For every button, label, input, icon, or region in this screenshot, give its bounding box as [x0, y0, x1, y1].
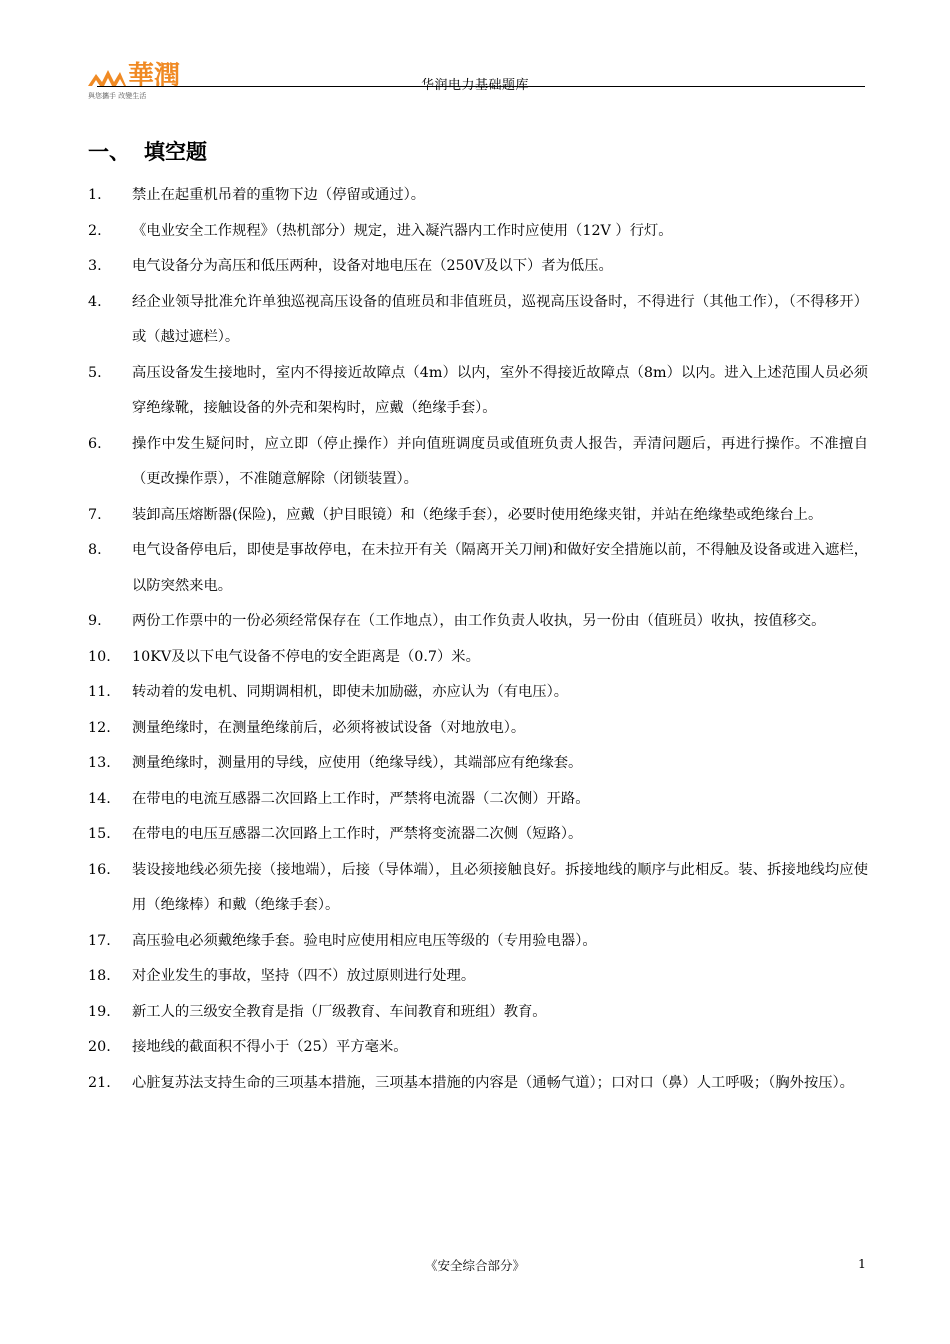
page-header: [86, 40, 864, 100]
list-item: [88, 853, 868, 924]
footer-title: 《安全综合部分》: [424, 1258, 525, 1273]
list-item: [88, 214, 868, 250]
item-text: 新工人的三级安全教育是指（厂级教育、车间教育和班组）教育。: [132, 1003, 547, 1020]
item-number: 5.: [88, 364, 102, 381]
logo-slogan: 與您攜手 改變生活: [88, 92, 147, 100]
item-text: 转动着的发电机、同期调相机，即使未加励磁，亦应认为（有电压）。: [132, 684, 569, 700]
item-text: 在带电的电压互感器二次回路上工作时，严禁将变流器二次侧（短路）。: [132, 826, 583, 842]
list-item: [88, 178, 868, 214]
item-number: 16.: [88, 861, 111, 878]
list-item: [88, 746, 868, 782]
item-number: 10.: [88, 648, 111, 665]
item-number: 12.: [88, 719, 111, 736]
item-text: 装卸高压熔断器(保险)，应戴（护目眼镜）和（绝缘手套），必要时使用绝缘夹钳，并站在绝缘垫或绝缘台上。: [132, 506, 823, 523]
header-title: 华润电力基础题库: [420, 78, 529, 93]
item-number: 17.: [88, 932, 111, 949]
list-item: [88, 959, 868, 995]
item-number: 9.: [88, 613, 102, 629]
list-item: [88, 356, 868, 427]
item-text: 高压验电必须戴绝缘手套。验电时应使用相应电压等级的（专用验电器）。: [132, 932, 597, 949]
list-item: [88, 711, 868, 747]
item-text: 对企业发生的事故，坚持（四不）放过原则进行处理。: [132, 968, 476, 984]
list-item: [88, 285, 868, 356]
item-text: 《电业安全工作规程》（热机部分）规定，进入凝汽器内工作时应使用（12V ）行灯。: [132, 222, 673, 239]
item-number: 21.: [88, 1074, 111, 1091]
item-text: 禁止在起重机吊着的重物下边（停留或通过）。: [132, 187, 426, 203]
item-number: 13.: [88, 755, 111, 771]
list-item: [88, 427, 868, 498]
list-item: [88, 995, 868, 1031]
list-item: [88, 498, 868, 534]
list-item: [88, 604, 868, 640]
item-text: 测量绝缘时，测量用的导线，应使用（绝缘导线），其端部应有绝缘套。: [132, 755, 583, 771]
list-item: [88, 675, 868, 711]
list-item: [88, 640, 868, 676]
item-number: 3.: [88, 258, 102, 274]
section-title: 填空题: [144, 140, 207, 164]
list-item: [88, 533, 868, 604]
list-item: [88, 817, 868, 853]
item-text: 心脏复苏法支持生命的三项基本措施，三项基本措施的内容是（通畅气道）；口对口（鼻）人工呼吸；（胸外按压）。: [132, 1074, 854, 1091]
item-text: 经企业领导批准允许单独巡视高压设备的值班员和非值班员，巡视高压设备时，不得进行（其他工作），（不得移开）或（越过遮栏）。: [132, 293, 868, 345]
item-text: 高压设备发生接地时，室内不得接近故障点（4m）以内，室外不得接近故障点（8m）以内。进入上述范围人员必须穿绝缘靴，接触设备的外壳和架构时，应戴（绝缘手套）。: [132, 364, 868, 416]
logo-chars: 華潤: [128, 61, 181, 91]
item-number: 19.: [88, 1003, 111, 1020]
item-number: 18.: [88, 968, 111, 984]
list-item: [88, 924, 868, 960]
item-text: 接地线的截面积不得小于（25）平方毫米。: [132, 1039, 408, 1055]
item-text: 测量绝缘时，在测量绝缘前后，必须将被试设备（对地放电）。: [132, 719, 526, 736]
item-text: 装设接地线必须先接（接地端），后接（导体端），且必须接触良好。拆接地线的顺序与此相反。装、拆接地线均应使用（绝缘棒）和戴（绝缘手套）。: [132, 861, 868, 913]
list-item: [88, 1066, 868, 1102]
item-number: 8.: [88, 542, 102, 558]
item-text: 在带电的电流互感器二次回路上工作时，严禁将电流器（二次侧）开路。: [132, 790, 590, 807]
section-heading: [88, 136, 207, 166]
list-item: [88, 1030, 868, 1066]
item-number: 4.: [88, 293, 102, 310]
item-number: 7.: [88, 506, 102, 523]
item-number: 11.: [88, 684, 111, 700]
item-text: 操作中发生疑问时，应立即（停止操作）并向值班调度员或值班负责人报告，弄清问题后，再进行操作。不准擅自（更改操作票），不准随意解除（闭锁装置）。: [132, 435, 868, 487]
item-text: 两份工作票中的一份必须经常保存在（工作地点），由工作负责人收执，另一份由（值班员）收执，按值移交。: [132, 613, 826, 629]
item-number: 1.: [88, 187, 102, 203]
header-rule: [97, 86, 865, 87]
item-text: 电气设备分为高压和低压两种，设备对地电压在（250V及以下）者为低压。: [132, 258, 613, 274]
item-number: 15.: [88, 826, 111, 842]
item-number: 20.: [88, 1039, 111, 1055]
list-item: [88, 249, 868, 285]
list-item: [88, 782, 868, 818]
item-text: 10KV及以下电气设备不停电的安全距离是（0.7）米。: [132, 648, 480, 665]
section-number: 一、: [88, 140, 130, 164]
page-number: 1: [858, 1256, 866, 1271]
item-text: 电气设备停电后，即使是事故停电，在未拉开有关（隔离开关刀闸)和做好安全措施以前，不得触及设备或进入遮栏，以防突然来电。: [132, 542, 868, 594]
question-list: [88, 178, 868, 1101]
item-number: 2.: [88, 222, 102, 239]
item-number: 6.: [88, 435, 102, 452]
item-number: 14.: [88, 790, 111, 807]
